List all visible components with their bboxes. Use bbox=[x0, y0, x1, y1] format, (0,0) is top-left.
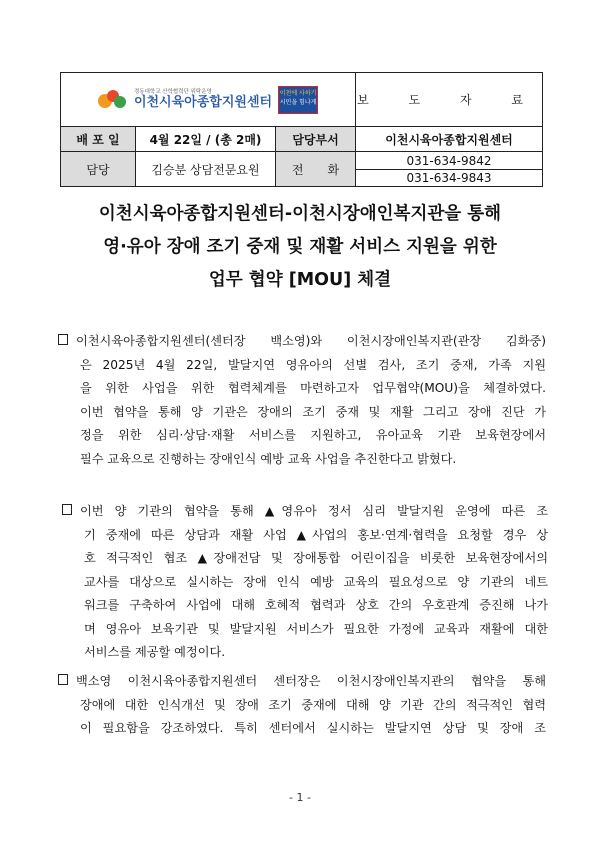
paragraph-line: 장애에 대한 인식개선 및 장애 조기 중재에 대해 양 기관 간의 적극적인 협력 bbox=[80, 697, 546, 712]
paragraph-line: 기 중재에 따른 상담과 재활 사업 ▲사업의 홍보·연계·협력을 요청할 경우 상 bbox=[84, 527, 548, 542]
paragraph-line: 워크를 구축하여 사업에 대해 호혜적 협력과 상호 간의 우호관계 증진해 나가 bbox=[84, 598, 548, 612]
paragraph-line: 정을 위한 심리·상담·재활 서비스를 지원하고, 유아교육 기관 보육현장에서 bbox=[80, 428, 546, 442]
city-slogan-badge bbox=[278, 86, 318, 114]
phone-values bbox=[356, 152, 543, 187]
paragraph-line: 을 위한 사업을 위한 협력체계를 마련하고자 업무협약(MOU)을 체결하였다. bbox=[80, 381, 546, 395]
title-line: 이천시육아종합지원센터-이천시장애인복지관을 통해 bbox=[98, 204, 502, 224]
paragraph-line: 이 필요함을 강조하였다. 특히 센터에서 실시하는 발달지연 상담 및 장애 조 bbox=[80, 721, 546, 735]
department-value: 이천시육아종합지원센터 bbox=[356, 127, 543, 152]
paragraph-line: 이천시육아종합지원센터(센터장 백소영)와 이천시장애인복지관(관장 김화중) bbox=[76, 334, 546, 348]
page-number: - 1 - bbox=[289, 791, 311, 804]
checkbox-bullet-icon bbox=[58, 334, 68, 345]
phone-number-1: 031-634-9842 bbox=[356, 153, 542, 170]
paragraph-line: 이번 양 기관의 협약을 통해 ▲영유아 정서 심리 발달지원 운영에 따른 조 bbox=[80, 504, 548, 518]
distribution-label: 배 포 일 bbox=[61, 127, 136, 152]
paragraph-line: 서비스를 제공할 예정이다. bbox=[84, 645, 226, 659]
body-paragraph-1 bbox=[58, 330, 546, 471]
phone-label: 전 화 bbox=[276, 152, 356, 187]
body-paragraph-3 bbox=[58, 670, 546, 741]
contact-value: 김승분 상담전문요원 bbox=[136, 152, 276, 187]
paragraph-line: 호 적극적인 협조 ▲장애전담 및 장애통합 어린이집을 비롯한 보육현장에서의 bbox=[84, 551, 548, 565]
phone-number-2: 031-634-9843 bbox=[406, 170, 492, 185]
center-logo-icon bbox=[98, 88, 128, 112]
title-line: 업무 협약 [MOU] 체결 bbox=[208, 270, 392, 290]
body-paragraph-2 bbox=[62, 500, 548, 665]
release-title bbox=[40, 198, 560, 297]
logo-cell bbox=[61, 73, 356, 127]
press-release-heading: 보 도 자 료 bbox=[356, 73, 543, 127]
paragraph-line: 이번 협약을 통해 양 기관은 장애의 조기 중재 및 재활 그리고 장애 진단 가 bbox=[80, 404, 546, 419]
contact-label: 담당 bbox=[61, 152, 136, 187]
paragraph-line: 교사를 대상으로 실시하는 장애 인식 예방 교육의 필요성으로 양 기관의 네트 bbox=[84, 574, 548, 589]
paragraph-line: 백소영 이천시육아종합지원센터 센터장은 이천시장애인복지관의 협약을 통해 bbox=[76, 674, 546, 688]
checkbox-bullet-icon bbox=[58, 674, 68, 685]
logo-subtitle: 경동대학교 산학협력단 위탁운영 bbox=[133, 88, 212, 95]
paragraph-line: 은 2025년 4월 22일, 발달지연 영유아의 선별 검사, 조기 중재, 가족 지원 bbox=[80, 357, 546, 372]
paragraph-line: 며 영유아 보육기관 및 발달지원 서비스가 필요한 가정에 교육과 재활에 대한 bbox=[84, 621, 548, 636]
distribution-value: 4월 22일 / (총 2매) bbox=[136, 127, 276, 152]
badge-top-text: 이천에 사하기 bbox=[279, 89, 317, 97]
department-label: 담당부서 bbox=[276, 127, 356, 152]
header-table bbox=[60, 72, 543, 187]
title-line: 영·유아 장애 조기 중재 및 재활 서비스 지원을 위한 bbox=[103, 237, 497, 257]
checkbox-bullet-icon bbox=[62, 504, 72, 515]
badge-bottom-text: 시민을 힘나게 bbox=[279, 98, 317, 106]
logo-org-name: 이천시육아종합지원센터 bbox=[133, 94, 273, 110]
paragraph-line: 필수 교육으로 진행하는 장애인식 예방 교육 사업을 추진한다고 밝혔다. bbox=[80, 451, 457, 466]
